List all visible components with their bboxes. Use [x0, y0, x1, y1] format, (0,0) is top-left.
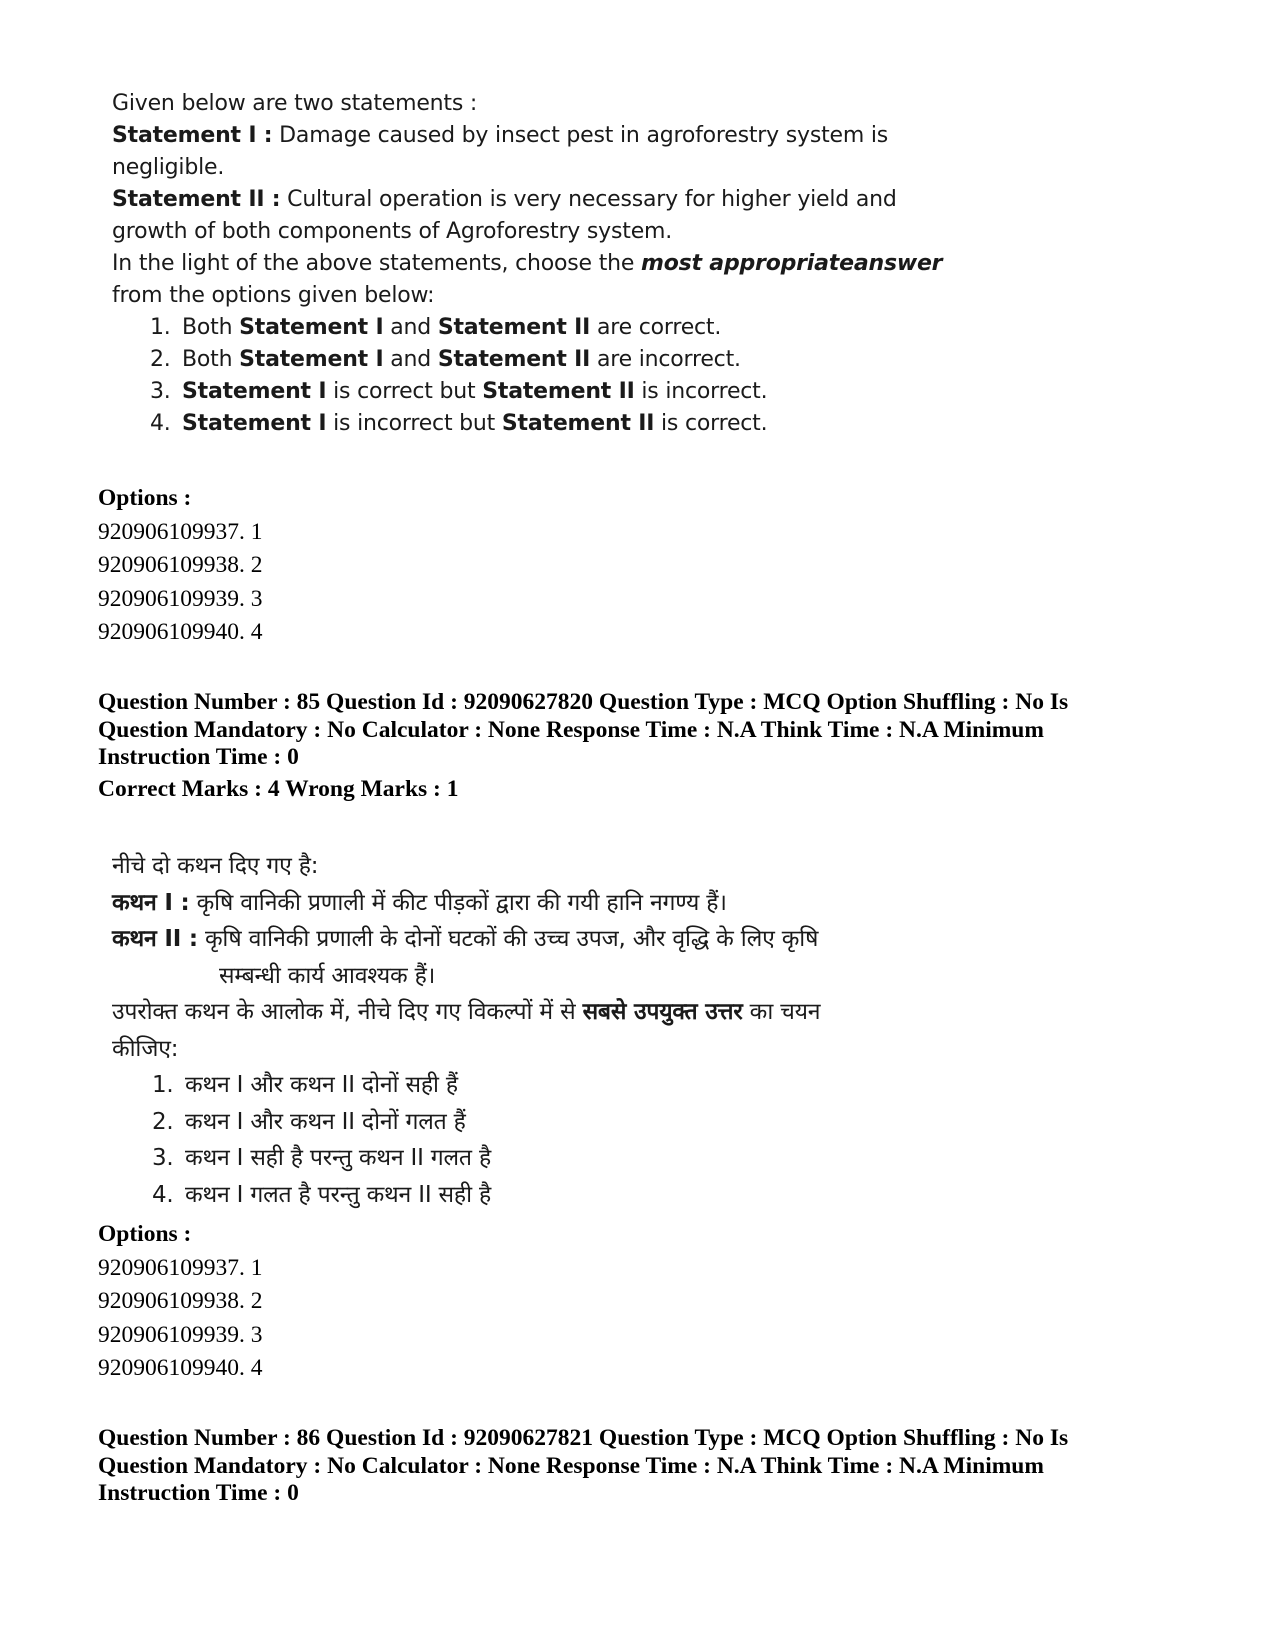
q85-meta-line-3: Instruction Time : 0 [98, 744, 299, 770]
q84-statement-2-cont: growth of both components of Agroforestry system. [112, 219, 673, 244]
option-1: 920906109937. 1 [98, 1254, 263, 1281]
option-4: 920906109940. 4 [98, 619, 263, 645]
q84-choice-list [112, 312, 942, 440]
q85-statement-2-cont: सम्बन्धी कार्य आवश्यक हैं। [219, 962, 436, 989]
q85-metadata [98, 689, 1198, 772]
q85-intro: नीचे दो कथन दिए गए है: [112, 853, 319, 879]
options-title: Options : [98, 1221, 192, 1247]
question-85-statement-block [112, 848, 820, 1213]
q84-instruction: In the light of the above statements, choose the most appropriateanswer [112, 251, 943, 276]
q86-meta-line-2: Question Mandatory : No Calculator : None Response Time : N.A Think Time : N.A Minimum [98, 1452, 1044, 1479]
q86-meta-line-1: Question Number : 86 Question Id : 92090627821 Question Type : MCQ Option Shuffling : No Is [98, 1425, 1069, 1451]
q85-choice-4: 4. कथन I गलत है परन्तु कथन II सही है [152, 1181, 491, 1208]
q85-marks: Correct Marks : 4 Wrong Marks : 1 [98, 776, 459, 802]
q85-choice-list [112, 1067, 820, 1213]
q86-meta-line-3: Instruction Time : 0 [98, 1480, 299, 1506]
q85-choice-1: 1. कथन I और कथन II दोनों सही हैं [152, 1072, 458, 1098]
q84-choice-4: 4. Statement I is incorrect but Statement II is correct. [150, 411, 768, 436]
options-title: Options : [98, 485, 192, 511]
q84-choice-3: 3. Statement I is correct but Statement II is incorrect. [150, 379, 768, 404]
option-3: 920906109939. 3 [98, 1321, 263, 1348]
option-4: 920906109940. 4 [98, 1355, 263, 1381]
q85-choice-2: 2. कथन I और कथन II दोनों गलत हैं [152, 1108, 466, 1135]
q84-statement-2: Statement II : Cultural operation is very necessary for higher yield and [112, 187, 897, 212]
q84-statement-1-cont: negligible. [112, 155, 225, 180]
q85-choice-3: 3. कथन I सही है परन्तु कथन II गलत है [152, 1145, 491, 1171]
q84-instruction-cont: from the options given below: [112, 283, 435, 308]
question-84-statement-block [112, 88, 942, 440]
q84-options [98, 482, 263, 650]
q85-statement-2: कथन II : कृषि वानिकी प्रणाली के दोनों घटकों की उच्च उपज, और वृद्धि के लिए कृषि [112, 926, 819, 952]
q86-metadata [98, 1425, 1198, 1508]
q85-instruction: उपरोक्त कथन के आलोक में, नीचे दिए गए विकल्पों में से सबसे उपयुक्त उत्तर का चयन [112, 999, 821, 1025]
q84-choice-2: 2. Both Statement I and Statement II are incorrect. [150, 347, 741, 372]
q85-meta-line-1: Question Number : 85 Question Id : 92090627820 Question Type : MCQ Option Shuffling : No Is [98, 689, 1069, 715]
q84-statement-1: Statement I : Damage caused by insect pest in agroforestry system is [112, 123, 889, 148]
q85-meta-line-2: Question Mandatory : No Calculator : None Response Time : N.A Think Time : N.A Minimum [98, 716, 1044, 743]
option-2: 920906109938. 2 [98, 1288, 263, 1314]
option-2: 920906109938. 2 [98, 552, 263, 578]
option-1: 920906109937. 1 [98, 518, 263, 545]
q84-intro: Given below are two statements : [112, 91, 478, 116]
q85-instruction-cont: कीजिए: [112, 1035, 179, 1062]
option-3: 920906109939. 3 [98, 585, 263, 612]
q85-statement-1: कथन I : कृषि वानिकी प्रणाली में कीट पीड़कों द्वारा की गयी हानि नगण्य हैं। [112, 889, 727, 916]
q85-options [98, 1218, 263, 1386]
q84-choice-1: 1. Both Statement I and Statement II are correct. [150, 315, 722, 340]
